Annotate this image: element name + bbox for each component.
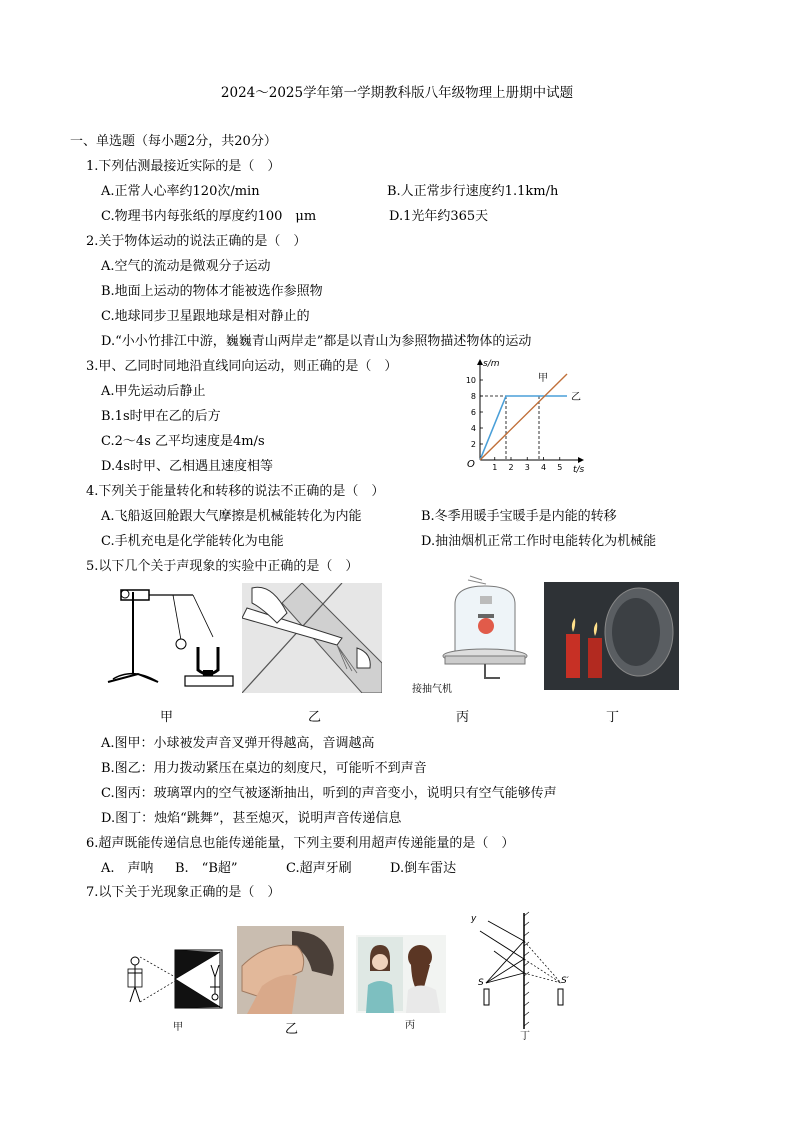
q5-stem: 5.以下几个关于声现象的实验中正确的是（ ） [86, 559, 359, 574]
q2-stem: 2.关于物体运动的说法正确的是（ ） [86, 234, 307, 249]
q5-fig-label-1: 甲 [160, 710, 174, 725]
q7-fig-label-3: 丙 [405, 1020, 415, 1031]
q2-option-d: D.“小小竹排江中游，巍巍青山两岸走”都是以青山为参照物描述物体的运动 [101, 334, 532, 349]
series-jia-line [480, 396, 567, 460]
q2-option-b: B.地面上运动的物体才能被选作参照物 [101, 284, 323, 299]
q3-st-graph [455, 354, 590, 474]
q5-option-b: B.图乙：用力拨动紧压在桌边的刻度尺，可能听不到声音 [101, 761, 427, 776]
q7-fig-pinhole [120, 947, 230, 1012]
page-title: 2024～2025学年第一学期教科版八年级物理上册期中试题 [220, 85, 574, 101]
q1-stem: 1.下列估测最接近实际的是（ ） [86, 159, 281, 174]
svg-text:y: y [471, 914, 477, 924]
series-yi-label: 乙 [571, 392, 581, 403]
q7-fig-label-2: 乙 [285, 1022, 299, 1037]
x-axis-label: t/s [573, 465, 585, 474]
y-tick-label: 8 [470, 392, 476, 401]
q5-fig-label-2: 乙 [308, 710, 322, 725]
y-axis-label: s/m [483, 359, 500, 369]
q1-option-b: B.人正常步行速度约1.1km/h [387, 184, 559, 199]
q4-option-c: C.手机充电是化学能转化为电能 [101, 534, 284, 549]
section-heading: 一、单选题（每小题2分，共20分） [70, 134, 277, 149]
x-tick-label: 4 [540, 463, 547, 472]
q5-option-c: C.图丙：玻璃罩内的空气被逐渐抽出，听到的声音变小，说明只有空气能够传声 [101, 786, 557, 801]
q7-fig-label-1: 甲 [173, 1022, 183, 1033]
q6-option-b: B. “B超” [175, 861, 238, 876]
point-s-prime: S′ [561, 976, 569, 986]
q4-option-a: A.飞船返回舱跟大气摩擦是机械能转化为内能 [101, 509, 362, 524]
q3-stem: 3.甲、乙同时同地沿直线同向运动，则正确的是（ ） [86, 359, 398, 374]
q6-stem: 6.超声既能传递信息也能传递能量，下列主要利用超声传递能量的是（ ） [86, 836, 515, 851]
q4-option-d: D.抽油烟机正常工作时电能转化为机械能 [421, 534, 657, 549]
x-tick-label: 3 [524, 463, 530, 472]
q3-option-a: A.甲先运动后静止 [101, 384, 206, 399]
q4-stem: 4.下列关于能量转化和转移的说法不正确的是（ ） [86, 484, 385, 499]
x-tick-label: 5 [557, 463, 563, 472]
q5-fig-tuning-fork [103, 582, 238, 692]
q3-option-d: D.4s时甲、乙相遇且速度相等 [101, 459, 274, 474]
q3-option-c: C.2～4s 乙平均速度是4m/s [101, 434, 265, 449]
point-s: S [478, 978, 484, 988]
q5-fig-label-4: 丁 [606, 710, 620, 725]
q5-pump-label: 接抽气机 [412, 684, 452, 695]
q5-fig-speaker-candles [544, 582, 679, 690]
y-tick-label: 2 [470, 440, 476, 449]
series-yi-line [480, 374, 567, 460]
x-tick-label: 1 [492, 463, 498, 472]
q7-fig-label-4: 丁 [520, 1031, 530, 1041]
q6-option-a: A. 声呐 [101, 861, 154, 876]
q2-option-c: C.地球同步卫星跟地球是相对静止的 [101, 309, 310, 324]
q4-option-b: B.冬季用暖手宝暖手是内能的转移 [421, 509, 617, 524]
q3-option-b: B.1s时甲在乙的后方 [101, 409, 221, 424]
q7-fig-mirror-girl [356, 935, 446, 1013]
q6-option-d: D.倒车雷达 [390, 861, 457, 876]
q5-fig-ruler [242, 583, 382, 693]
x-tick-label: 2 [508, 463, 514, 472]
q5-option-d: D.图丁：烛焰“跳舞”，甚至熄灭，说明声音传递信息 [101, 811, 402, 826]
q7-stem: 7.以下关于光现象正确的是（ ） [86, 885, 281, 900]
origin-label: O [467, 459, 475, 470]
q5-fig-bell-jar [410, 574, 535, 694]
series-jia-label: 甲 [538, 373, 548, 384]
q7-fig-plane-mirror [466, 911, 586, 1041]
y-tick-label: 10 [465, 376, 476, 385]
q1-option-a: A.正常人心率约120次/min [101, 184, 260, 199]
q5-option-a: A.图甲：小球被发声音叉弹开得越高，音调越高 [101, 736, 375, 751]
y-tick-label: 4 [470, 424, 476, 433]
q5-fig-label-3: 丙 [456, 710, 470, 725]
q1-option-c: C.物理书内每张纸的厚度约100 μm [101, 209, 317, 224]
q7-fig-hand-shadow [237, 926, 344, 1014]
q2-option-a: A.空气的流动是微观分子运动 [101, 259, 271, 274]
y-tick-label: 6 [470, 408, 476, 417]
q6-option-c: C.超声牙刷 [286, 861, 352, 876]
q1-option-d: D.1光年约365天 [389, 209, 489, 224]
